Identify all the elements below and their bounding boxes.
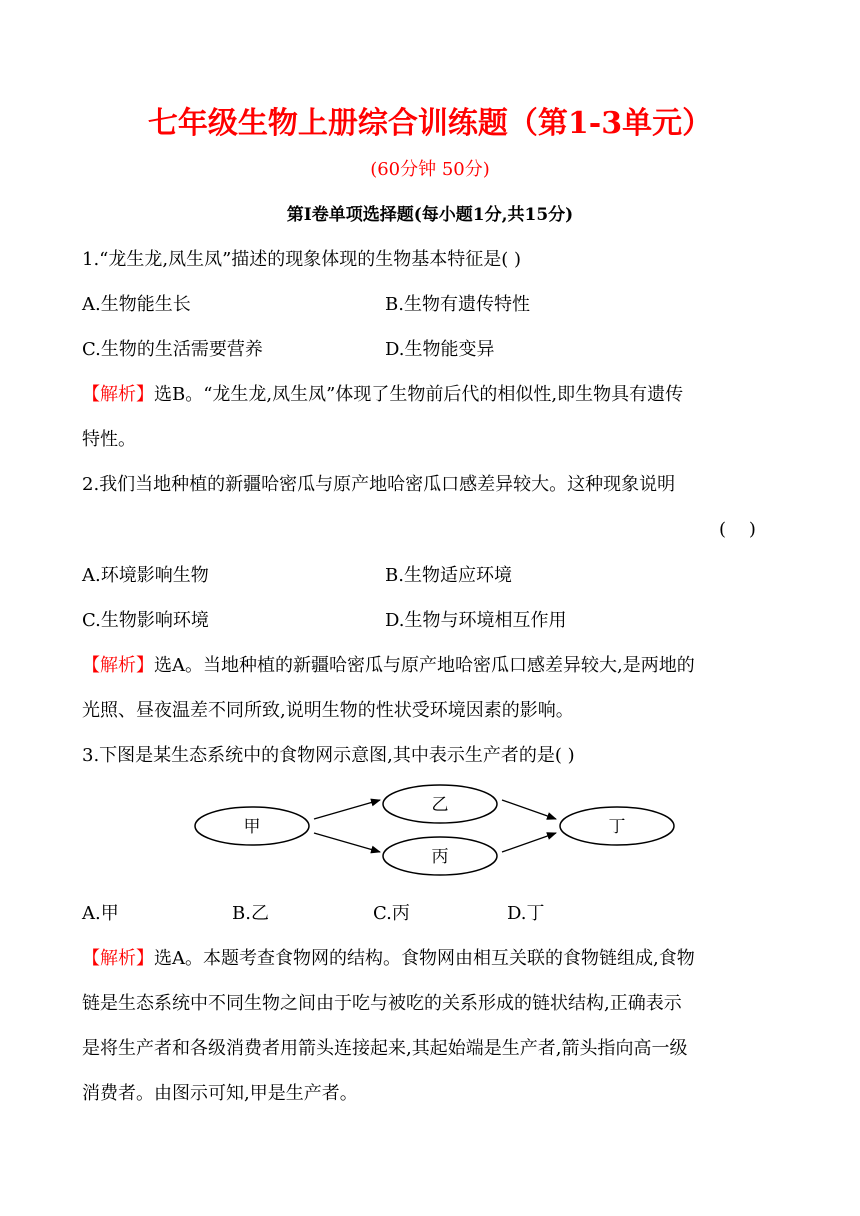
exam-duration-score: (60分钟 50分) [370,159,490,180]
analysis-tag: 【解析】 [82,948,154,969]
arrow-jia-to-yi [314,800,380,819]
q3-option-d: D.丁 [507,903,545,924]
q2-option-c: C.生物影响环境 [82,610,209,631]
arrow-jia-to-bing [314,833,380,852]
q3-option-b: B.乙 [232,903,269,924]
q2-answer-bracket: ( ) [719,519,756,540]
q3-analysis-line-2: 链是生态系统中不同生物之间由于吃与被吃的关系形成的链状结构,正确表示 [82,993,682,1014]
q1-option-a: A.生物能生长 [82,294,191,315]
q3-analysis-line-4: 消费者。由图示可知,甲是生产者。 [82,1083,358,1104]
question-3-stem: 3.下图是某生态系统中的食物网示意图,其中表示生产者的是( ) [82,745,575,766]
q3-analysis-line-3: 是将生产者和各级消费者用箭头连接起来,其起始端是生产者,箭头指向高一级 [82,1038,688,1059]
q2-option-a: A.环境影响生物 [82,565,209,586]
section-heading: 第Ⅰ卷单项选择题(每小题1分,共15分) [286,205,574,225]
arrow-bing-to-ding [502,833,556,852]
q2-analysis-line-2: 光照、昼夜温差不同所致,说明生物的性状受环境因素的影响。 [82,700,574,721]
analysis-text: 选B。“龙生龙,凤生凤”体现了生物前后代的相似性,即生物具有遗传 [154,384,684,405]
q3-option-a: A.甲 [82,903,119,924]
analysis-tag: 【解析】 [82,655,154,676]
node-yi-label: 乙 [431,795,449,815]
q1-option-b: B.生物有遗传特性 [385,294,530,315]
analysis-tag: 【解析】 [82,384,154,405]
question-2-stem: 2.我们当地种植的新疆哈密瓜与原产地哈密瓜口感差异较大。这种现象说明 [82,474,676,495]
analysis-text: 选A。当地种植的新疆哈密瓜与原产地哈密瓜口感差异较大,是两地的 [154,655,695,676]
question-1-stem: 1.“龙生龙,凤生凤”描述的现象体现的生物基本特征是( ) [82,249,522,270]
analysis-text: 选A。本题考查食物网的结构。食物网由相互关联的食物链组成,食物 [154,948,695,969]
node-jia-label: 甲 [243,817,261,837]
arrow-yi-to-ding [502,800,556,819]
q1-option-d: D.生物能变异 [385,339,495,360]
q2-option-b: B.生物适应环境 [385,565,512,586]
q3-option-c: C.丙 [373,903,410,924]
page-title: 七年级生物上册综合训练题（第1-3单元） [147,106,713,141]
node-ding-label: 丁 [608,817,626,837]
node-bing-label: 丙 [431,847,449,867]
q3-analysis-line-1 [82,946,695,972]
q1-option-c: C.生物的生活需要营养 [82,339,263,360]
q2-option-d: D.生物与环境相互作用 [385,610,567,631]
q1-analysis-line-2: 特性。 [82,429,136,450]
